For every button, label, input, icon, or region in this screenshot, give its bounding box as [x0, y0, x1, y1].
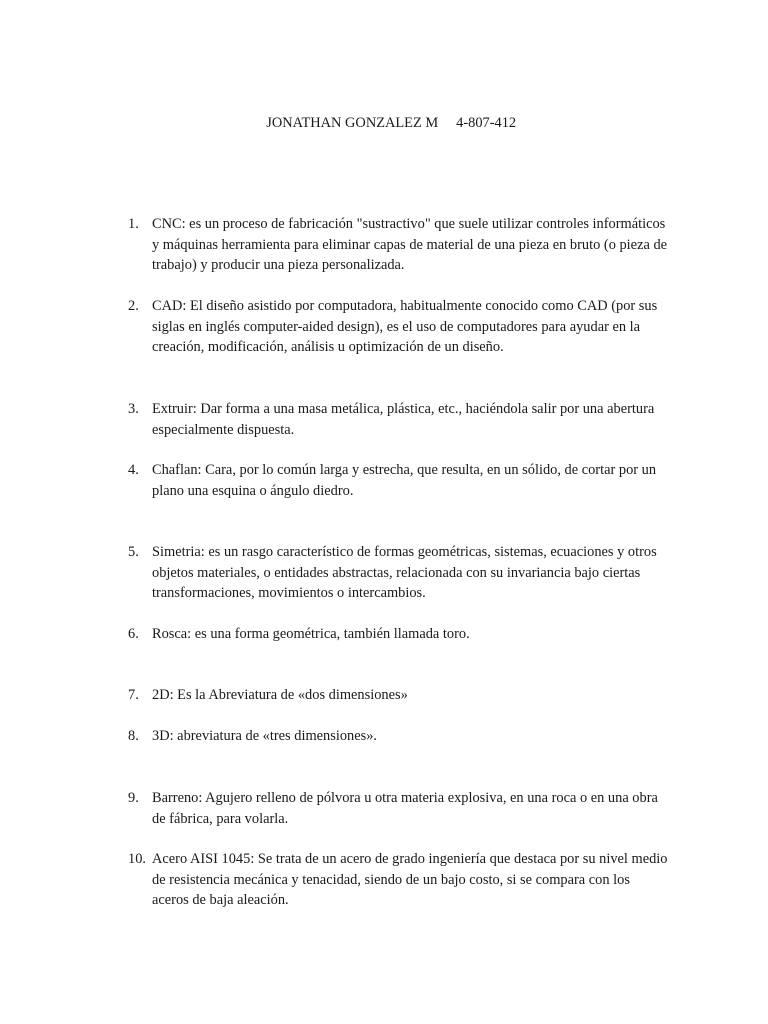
- item-text: 2D: Es la Abreviatura de «dos dimensiones»: [152, 687, 408, 703]
- list-item: [128, 726, 668, 747]
- item-text: Simetria: es un rasgo característico de formas geométricas, sistemas, ecuaciones y otros objetos materiales, o entidades abstractas, relacionada con su invariancia bajo ciertas transformaciones, movimientos o intercambios.: [152, 544, 657, 601]
- item-text: Rosca: es una forma geométrica, también llamada toro.: [152, 626, 470, 642]
- list-item: [128, 788, 668, 829]
- author-name: JONATHAN GONZALEZ M: [266, 114, 439, 131]
- item-text: Barreno: Agujero relleno de pólvora u otra materia explosiva, en una roca o en una obra de fábrica, para volarla.: [152, 790, 658, 827]
- document-header: [0, 92, 768, 154]
- item-number: 9.: [128, 790, 139, 806]
- list-item: [128, 214, 668, 276]
- item-number: 6.: [128, 626, 139, 642]
- item-number: 1.: [128, 216, 139, 232]
- item-text: Acero AISI 1045: Se trata de un acero de grado ingeniería que destaca por su nivel medio de resistencia mecánica y tenacidad, siendo de un bajo costo, si se compara con los aceros de baja aleación.: [152, 851, 668, 908]
- item-text: Extruir: Dar forma a una masa metálica, plástica, etc., haciéndola salir por una abertura especialmente dispuesta.: [152, 401, 655, 438]
- item-number: 4.: [128, 462, 139, 478]
- item-text: Chaflan: Cara, por lo común larga y estrecha, que resulta, en un sólido, de cortar por un plano una esquina o ángulo diedro.: [152, 462, 657, 499]
- author-id: 4-807-412: [456, 114, 517, 131]
- list-item: [128, 296, 668, 358]
- list-item: [128, 624, 668, 645]
- list-item: [128, 399, 668, 440]
- list-item: [128, 685, 668, 706]
- item-number: 2.: [128, 298, 139, 314]
- list-item: [128, 542, 668, 604]
- item-number: 7.: [128, 687, 139, 703]
- item-text: CNC: es un proceso de fabricación "sustractivo" que suele utilizar controles informáticos y máquinas herramienta para eliminar capas de material de una pieza en bruto (o pieza de trabajo) y producir una pieza personalizada.: [152, 216, 668, 273]
- item-number: 10.: [128, 851, 146, 867]
- item-number: 3.: [128, 401, 139, 417]
- list-item: [128, 460, 668, 501]
- item-number: 5.: [128, 544, 139, 560]
- item-text: CAD: El diseño asistido por computadora, habitualmente conocido como CAD (por sus siglas en inglés computer-aided design), es el uso de computadores para ayudar en la creación, modificación, análisis u optimización de un diseño.: [152, 298, 658, 355]
- item-number: 8.: [128, 728, 139, 744]
- list-item: [128, 849, 668, 911]
- item-text: 3D: abreviatura de «tres dimensiones».: [152, 728, 377, 744]
